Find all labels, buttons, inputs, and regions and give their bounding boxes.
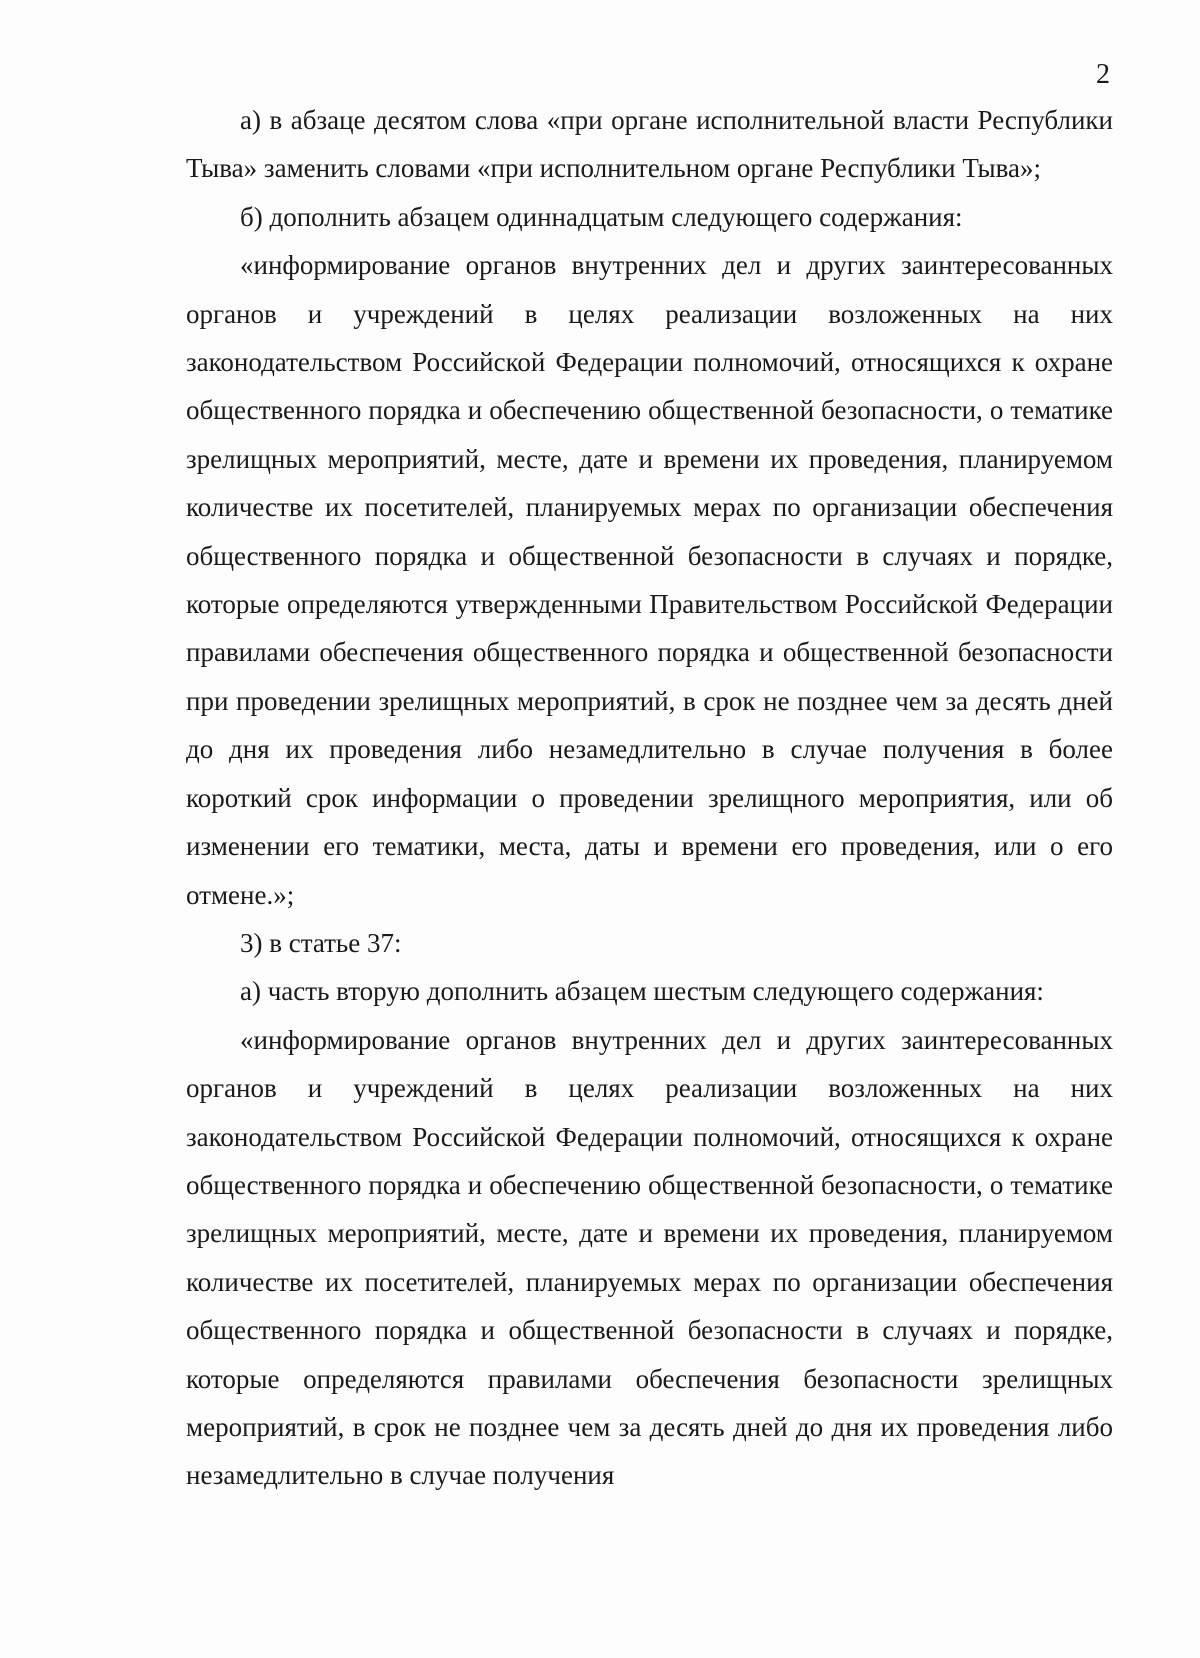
paragraph-article-37-a: а) часть вторую дополнить абзацем шестым следующего содержания: [240,976,1044,1007]
paragraph-amendment-a: а) в абзаце десятом слова «при органе исполнительной власти Республики Тыва» заменить словами «при исполнительном органе Республики Тыва»; [186,105,1113,184]
paragraph-amendment-b: б) дополнить абзацем одиннадцатым следующего содержания: [240,201,963,232]
paragraph-inserted-text-2: «информирование органов внутренних дел и других заинтересованных органов и учреждений в целях реализации возложенных на них законодательством Российской Федерации полномочий, относящихся к охране общественного порядка и обеспечению общественной безопасности, о тематике зрелищных мероприятий, месте, дате и времени их проведения, планируемом количестве их посетителей, планируемых мерах по организации обеспечения общественного порядка и общественной безопасности в случаях и порядке, которые определяются правилами обеспечения безопасности зрелищных мероприятий, в срок не позднее чем за десять дней до дня их проведения либо незамедлительно в случае получения [186,1024,1113,1491]
page-number: 2 [1096,59,1110,90]
document-body [186,96,1113,1500]
paragraph-article-37: 3) в статье 37: [240,927,402,958]
paragraph-inserted-text-1: «информирование органов внутренних дел и других заинтересованных органов и учреждений в целях реализации возложенных на них законодательством Российской Федерации полномочий, относящихся к охране общественного порядка и обеспечению общественной безопасности, о тематике зрелищных мероприятий, месте, дате и времени их проведения, планируемом количестве их посетителей, планируемых мерах по организации обеспечения общественного порядка и общественной безопасности в случаях и порядке, которые определяются утвержденными Правительством Российской Федерации правилами обеспечения общественного порядка и общественной безопасности при проведении зрелищных мероприятий, в срок не позднее чем за десять дней до дня их проведения либо незамедлительно в случае получения в более короткий срок информации о проведении зрелищного мероприятия, или об изменении его тематики, места, даты и времени его проведения, или о его отмене.»; [186,250,1113,910]
